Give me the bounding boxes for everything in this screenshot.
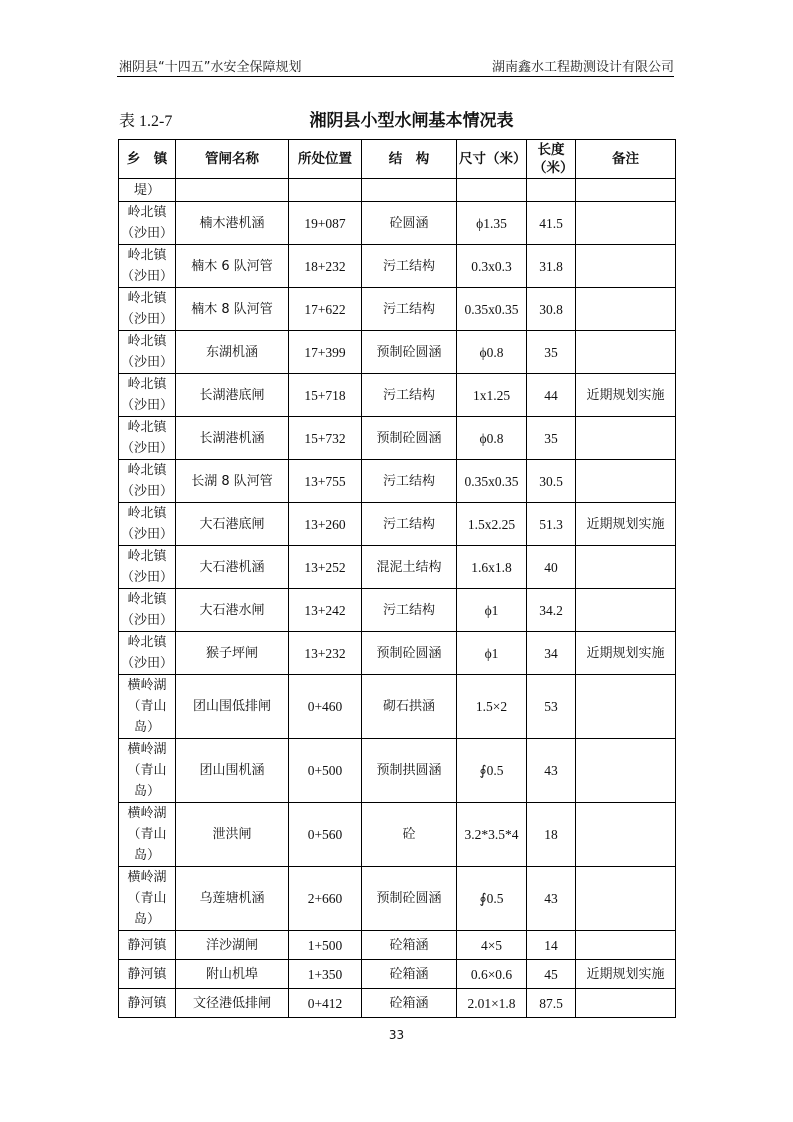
col-header-structure: 结 构 xyxy=(362,140,457,179)
size-cell: ∮0.5 xyxy=(457,739,527,803)
length-cell: 35 xyxy=(527,417,576,460)
table-cell xyxy=(457,179,527,202)
page-number: 33 xyxy=(388,1028,405,1042)
size-cell: 1.5×2 xyxy=(457,675,527,739)
length-cell: 30.5 xyxy=(527,460,576,503)
col-header-location: 所处位置 xyxy=(289,140,362,179)
table-row xyxy=(119,675,676,739)
town-cell: 岭北镇 （沙田） xyxy=(119,503,176,546)
location-cell: 18+232 xyxy=(289,245,362,288)
name-cell: 楠木 6 队河管 xyxy=(176,245,289,288)
size-cell: ∮0.5 xyxy=(457,867,527,931)
town-cell: 岭北镇 （沙田） xyxy=(119,374,176,417)
name-cell: 大石港底闸 xyxy=(176,503,289,546)
note-cell xyxy=(576,989,676,1018)
length-cell: 34 xyxy=(527,632,576,675)
table-number: 表 1.2-7 xyxy=(119,113,173,130)
length-cell: 51.3 xyxy=(527,503,576,546)
location-cell: 13+252 xyxy=(289,546,362,589)
table-row xyxy=(119,417,676,460)
structure-cell: 预制砼圆涵 xyxy=(362,417,457,460)
header-divider xyxy=(117,76,674,77)
town-cell: 静河镇 xyxy=(119,931,176,960)
length-cell: 43 xyxy=(527,867,576,931)
location-cell: 15+732 xyxy=(289,417,362,460)
note-cell xyxy=(576,546,676,589)
table-cell: 堤） xyxy=(119,179,176,202)
structure-cell: 砼箱涵 xyxy=(362,931,457,960)
length-cell: 87.5 xyxy=(527,989,576,1018)
structure-cell: 砌石拱涵 xyxy=(362,675,457,739)
structure-cell: 预制砼圆涵 xyxy=(362,632,457,675)
name-cell: 团山围低排闸 xyxy=(176,675,289,739)
table-cell xyxy=(362,179,457,202)
note-cell: 近期规划实施 xyxy=(576,632,676,675)
structure-cell: 砼箱涵 xyxy=(362,960,457,989)
length-cell: 35 xyxy=(527,331,576,374)
name-cell: 团山围机涵 xyxy=(176,739,289,803)
note-cell xyxy=(576,288,676,331)
name-cell: 楠木港机涵 xyxy=(176,202,289,245)
town-cell: 静河镇 xyxy=(119,960,176,989)
table-row xyxy=(119,202,676,245)
size-cell: 1.6x1.8 xyxy=(457,546,527,589)
note-cell xyxy=(576,675,676,739)
size-cell: 3.2*3.5*4 xyxy=(457,803,527,867)
name-cell: 东湖机涵 xyxy=(176,331,289,374)
length-cell: 30.8 xyxy=(527,288,576,331)
town-cell: 岭北镇 （沙田） xyxy=(119,245,176,288)
size-cell: ϕ1 xyxy=(457,589,527,632)
name-cell: 附山机埠 xyxy=(176,960,289,989)
table-cell xyxy=(576,179,676,202)
page-header-right: 湖南鑫水工程勘测设计有限公司 xyxy=(491,60,674,75)
location-cell: 17+622 xyxy=(289,288,362,331)
town-cell: 岭北镇 （沙田） xyxy=(119,589,176,632)
location-cell: 2+660 xyxy=(289,867,362,931)
length-cell: 14 xyxy=(527,931,576,960)
town-cell: 横岭湖 （青山 岛） xyxy=(119,867,176,931)
location-cell: 17+399 xyxy=(289,331,362,374)
name-cell: 猴子坪闸 xyxy=(176,632,289,675)
name-cell: 泄洪闸 xyxy=(176,803,289,867)
structure-cell: 污工结构 xyxy=(362,288,457,331)
table-title: 湘阴县小型水闸基本情况表 xyxy=(309,111,514,131)
size-cell: 4×5 xyxy=(457,931,527,960)
name-cell: 长湖 8 队河管 xyxy=(176,460,289,503)
length-cell: 45 xyxy=(527,960,576,989)
structure-cell: 污工结构 xyxy=(362,460,457,503)
length-cell: 40 xyxy=(527,546,576,589)
structure-cell: 污工结构 xyxy=(362,503,457,546)
note-cell xyxy=(576,589,676,632)
location-cell: 0+560 xyxy=(289,803,362,867)
table-cell xyxy=(527,179,576,202)
continuation-row xyxy=(119,179,676,202)
length-cell: 53 xyxy=(527,675,576,739)
size-cell: 0.35x0.35 xyxy=(457,460,527,503)
structure-cell: 混泥土结构 xyxy=(362,546,457,589)
location-cell: 15+718 xyxy=(289,374,362,417)
table-row xyxy=(119,803,676,867)
note-cell: 近期规划实施 xyxy=(576,374,676,417)
note-cell xyxy=(576,245,676,288)
location-cell: 1+350 xyxy=(289,960,362,989)
name-cell: 楠木 8 队河管 xyxy=(176,288,289,331)
structure-cell: 预制砼圆涵 xyxy=(362,331,457,374)
table-row xyxy=(119,589,676,632)
table-row xyxy=(119,931,676,960)
note-cell xyxy=(576,739,676,803)
size-cell: 0.35x0.35 xyxy=(457,288,527,331)
table-row xyxy=(119,960,676,989)
location-cell: 13+232 xyxy=(289,632,362,675)
location-cell: 1+500 xyxy=(289,931,362,960)
length-cell: 34.2 xyxy=(527,589,576,632)
name-cell: 长湖港底闸 xyxy=(176,374,289,417)
town-cell: 岭北镇 （沙田） xyxy=(119,417,176,460)
note-cell xyxy=(576,331,676,374)
size-cell: 2.01×1.8 xyxy=(457,989,527,1018)
location-cell: 0+500 xyxy=(289,739,362,803)
note-cell xyxy=(576,803,676,867)
size-cell: ϕ1.35 xyxy=(457,202,527,245)
sluice-table xyxy=(118,139,676,1018)
name-cell: 乌莲塘机涵 xyxy=(176,867,289,931)
note-cell: 近期规划实施 xyxy=(576,503,676,546)
location-cell: 0+460 xyxy=(289,675,362,739)
size-cell: 0.6×0.6 xyxy=(457,960,527,989)
note-cell xyxy=(576,460,676,503)
note-cell xyxy=(576,417,676,460)
name-cell: 大石港机涵 xyxy=(176,546,289,589)
size-cell: 1x1.25 xyxy=(457,374,527,417)
name-cell: 洋沙湖闸 xyxy=(176,931,289,960)
location-cell: 13+260 xyxy=(289,503,362,546)
table-cell xyxy=(289,179,362,202)
location-cell: 19+087 xyxy=(289,202,362,245)
table-header-row xyxy=(119,140,676,179)
structure-cell: 砼箱涵 xyxy=(362,989,457,1018)
table-row xyxy=(119,245,676,288)
structure-cell: 污工结构 xyxy=(362,245,457,288)
col-header-note: 备注 xyxy=(576,140,676,179)
town-cell: 横岭湖 （青山 岛） xyxy=(119,675,176,739)
length-cell: 18 xyxy=(527,803,576,867)
structure-cell: 砼 xyxy=(362,803,457,867)
length-cell: 43 xyxy=(527,739,576,803)
town-cell: 岭北镇 （沙田） xyxy=(119,288,176,331)
town-cell: 横岭湖 （青山 岛） xyxy=(119,739,176,803)
size-cell: 1.5x2.25 xyxy=(457,503,527,546)
length-cell: 41.5 xyxy=(527,202,576,245)
structure-cell: 预制砼圆涵 xyxy=(362,867,457,931)
table-row xyxy=(119,546,676,589)
town-cell: 岭北镇 （沙田） xyxy=(119,331,176,374)
town-cell: 岭北镇 （沙田） xyxy=(119,202,176,245)
table-row xyxy=(119,288,676,331)
structure-cell: 污工结构 xyxy=(362,374,457,417)
structure-cell: 砼圆涵 xyxy=(362,202,457,245)
town-cell: 静河镇 xyxy=(119,989,176,1018)
length-cell: 31.8 xyxy=(527,245,576,288)
size-cell: 0.3x0.3 xyxy=(457,245,527,288)
table-row xyxy=(119,460,676,503)
town-cell: 岭北镇 （沙田） xyxy=(119,460,176,503)
table-row xyxy=(119,632,676,675)
table-row xyxy=(119,989,676,1018)
town-cell: 横岭湖 （青山 岛） xyxy=(119,803,176,867)
table-row xyxy=(119,867,676,931)
table-cell xyxy=(176,179,289,202)
note-cell xyxy=(576,931,676,960)
table-row xyxy=(119,374,676,417)
length-cell: 44 xyxy=(527,374,576,417)
location-cell: 13+755 xyxy=(289,460,362,503)
col-header-town: 乡 镇 xyxy=(119,140,176,179)
col-header-size: 尺寸（米） xyxy=(457,140,527,179)
page-header-left: 湘阴县“十四五”水安全保障规划 xyxy=(119,60,302,75)
structure-cell: 污工结构 xyxy=(362,589,457,632)
size-cell: ϕ0.8 xyxy=(457,417,527,460)
name-cell: 长湖港机涵 xyxy=(176,417,289,460)
size-cell: ϕ0.8 xyxy=(457,331,527,374)
name-cell: 大石港水闸 xyxy=(176,589,289,632)
size-cell: ϕ1 xyxy=(457,632,527,675)
note-cell: 近期规划实施 xyxy=(576,960,676,989)
town-cell: 岭北镇 （沙田） xyxy=(119,546,176,589)
col-header-length: 长度（米） xyxy=(527,140,576,179)
table-row xyxy=(119,503,676,546)
table-row xyxy=(119,331,676,374)
name-cell: 文径港低排闸 xyxy=(176,989,289,1018)
note-cell xyxy=(576,867,676,931)
note-cell xyxy=(576,202,676,245)
structure-cell: 预制拱圆涵 xyxy=(362,739,457,803)
location-cell: 13+242 xyxy=(289,589,362,632)
table-row xyxy=(119,739,676,803)
col-header-name: 管闸名称 xyxy=(176,140,289,179)
location-cell: 0+412 xyxy=(289,989,362,1018)
town-cell: 岭北镇 （沙田） xyxy=(119,632,176,675)
